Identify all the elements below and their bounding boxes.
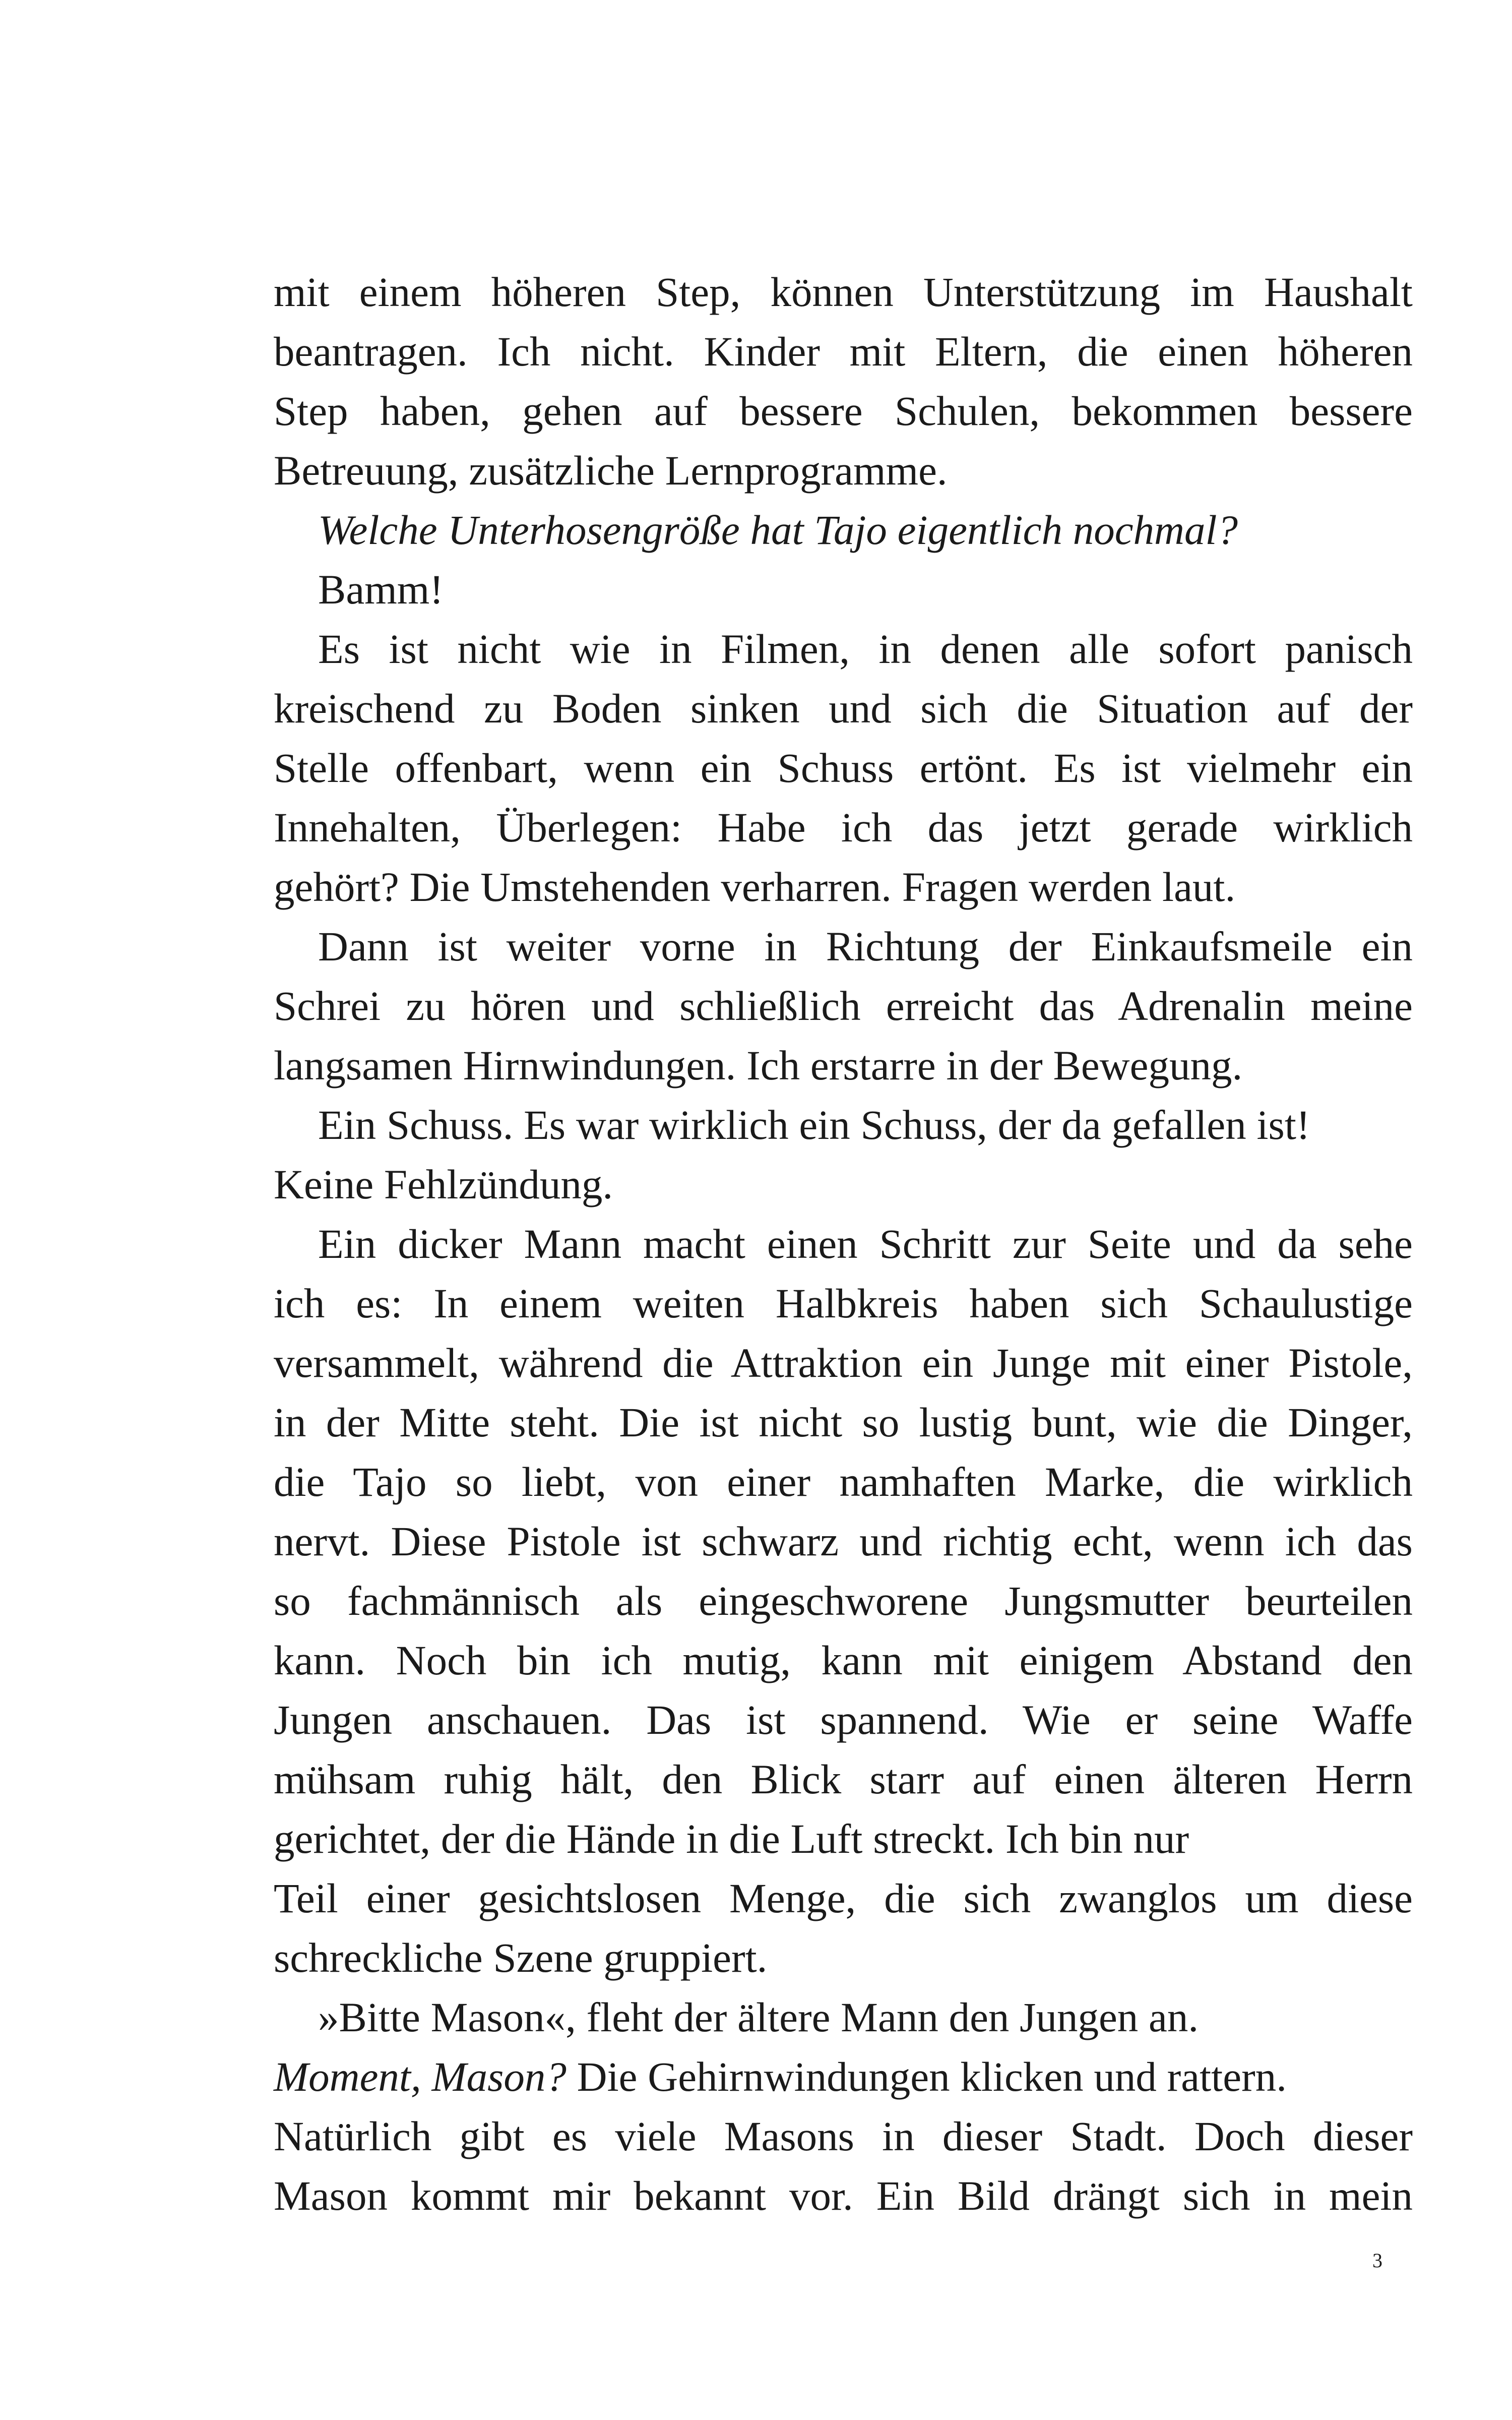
- text-line: kreischend zu Boden sinken und sich die Situation auf der: [274, 685, 1413, 732]
- body-text: [274, 262, 1413, 2225]
- page-number: 3: [1372, 2249, 1382, 2272]
- text-line: mühsam ruhig hält, den Blick starr auf einen älteren Herrn: [274, 1756, 1413, 1802]
- text-fragment: Die Gehirnwindungen klicken und rattern.: [566, 2053, 1287, 2100]
- text-line: gehört? Die Umstehenden verharren. Fragen werden laut.: [274, 864, 1236, 910]
- text-line: schreckliche Szene gruppiert.: [274, 1934, 768, 1981]
- text-line: Step haben, gehen auf bessere Schulen, bekommen bessere: [274, 388, 1413, 434]
- text-line: Mason kommt mir bekannt vor. Ein Bild drängt sich in mein: [274, 2172, 1413, 2219]
- text-line: Ein Schuss. Es war wirklich ein Schuss, der da gefallen ist!: [318, 1102, 1310, 1148]
- text-line: Innehalten, Überlegen: Habe ich das jetzt gerade wirklich: [274, 804, 1413, 851]
- text-line: kann. Noch bin ich mutig, kann mit einigem Abstand den: [274, 1637, 1413, 1683]
- text-line: Stelle offenbart, wenn ein Schuss ertönt. Es ist vielmehr ein: [274, 745, 1413, 791]
- text-line: in der Mitte steht. Die ist nicht so lustig bunt, wie die Dinger,: [274, 1399, 1413, 1445]
- text-line: Dann ist weiter vorne in Richtung der Einkaufsmeile ein: [318, 923, 1413, 970]
- text-line: langsamen Hirnwindungen. Ich erstarre in der Bewegung.: [274, 1042, 1243, 1088]
- text-line: nervt. Diese Pistole ist schwarz und richtig echt, wenn ich das: [274, 1518, 1413, 1564]
- text-line: Keine Fehlzündung.: [274, 1161, 613, 1207]
- text-line: mit einem höheren Step, können Unterstützung im Haushalt: [274, 269, 1413, 315]
- text-line: Schrei zu hören und schließlich erreicht das Adrenalin meine: [274, 983, 1413, 1029]
- text-line: Teil einer gesichtslosen Menge, die sich zwanglos um diese: [274, 1875, 1413, 1921]
- text-line: »Bitte Mason«, fleht der ältere Mann den Jungen an.: [318, 1994, 1199, 2040]
- text-line: beantragen. Ich nicht. Kinder mit Eltern, die einen höheren: [274, 328, 1413, 375]
- text-line: Natürlich gibt es viele Masons in dieser Stadt. Doch dieser: [274, 2113, 1413, 2159]
- text-line: Betreuung, zusätzliche Lernprogramme.: [274, 447, 948, 494]
- text-line: so fachmännisch als eingeschworene Jungsmutter beurteilen: [274, 1578, 1413, 1624]
- text-line: Es ist nicht wie in Filmen, in denen alle sofort panisch: [318, 626, 1413, 672]
- text-line: Jungen anschauen. Das ist spannend. Wie er seine Waffe: [274, 1697, 1413, 1743]
- text-line: ich es: In einem weiten Halbkreis haben sich Schaulustige: [274, 1280, 1413, 1326]
- text-line: gerichtet, der die Hände in die Luft streckt. Ich bin nur: [274, 1816, 1189, 1862]
- mixed-italic-line: [274, 2047, 1413, 2106]
- italic-thought-line: Welche Unterhosengröße hat Tajo eigentlich nochmal?: [318, 507, 1238, 553]
- italic-fragment: Moment, Mason?: [274, 2053, 566, 2100]
- text-line: die Tajo so liebt, von einer namhaften Marke, die wirklich: [274, 1459, 1413, 1505]
- text-line: Bamm!: [318, 566, 444, 613]
- text-line: versammelt, während die Attraktion ein Junge mit einer Pistole,: [274, 1340, 1413, 1386]
- text-line: Ein dicker Mann macht einen Schritt zur Seite und da sehe: [318, 1221, 1413, 1267]
